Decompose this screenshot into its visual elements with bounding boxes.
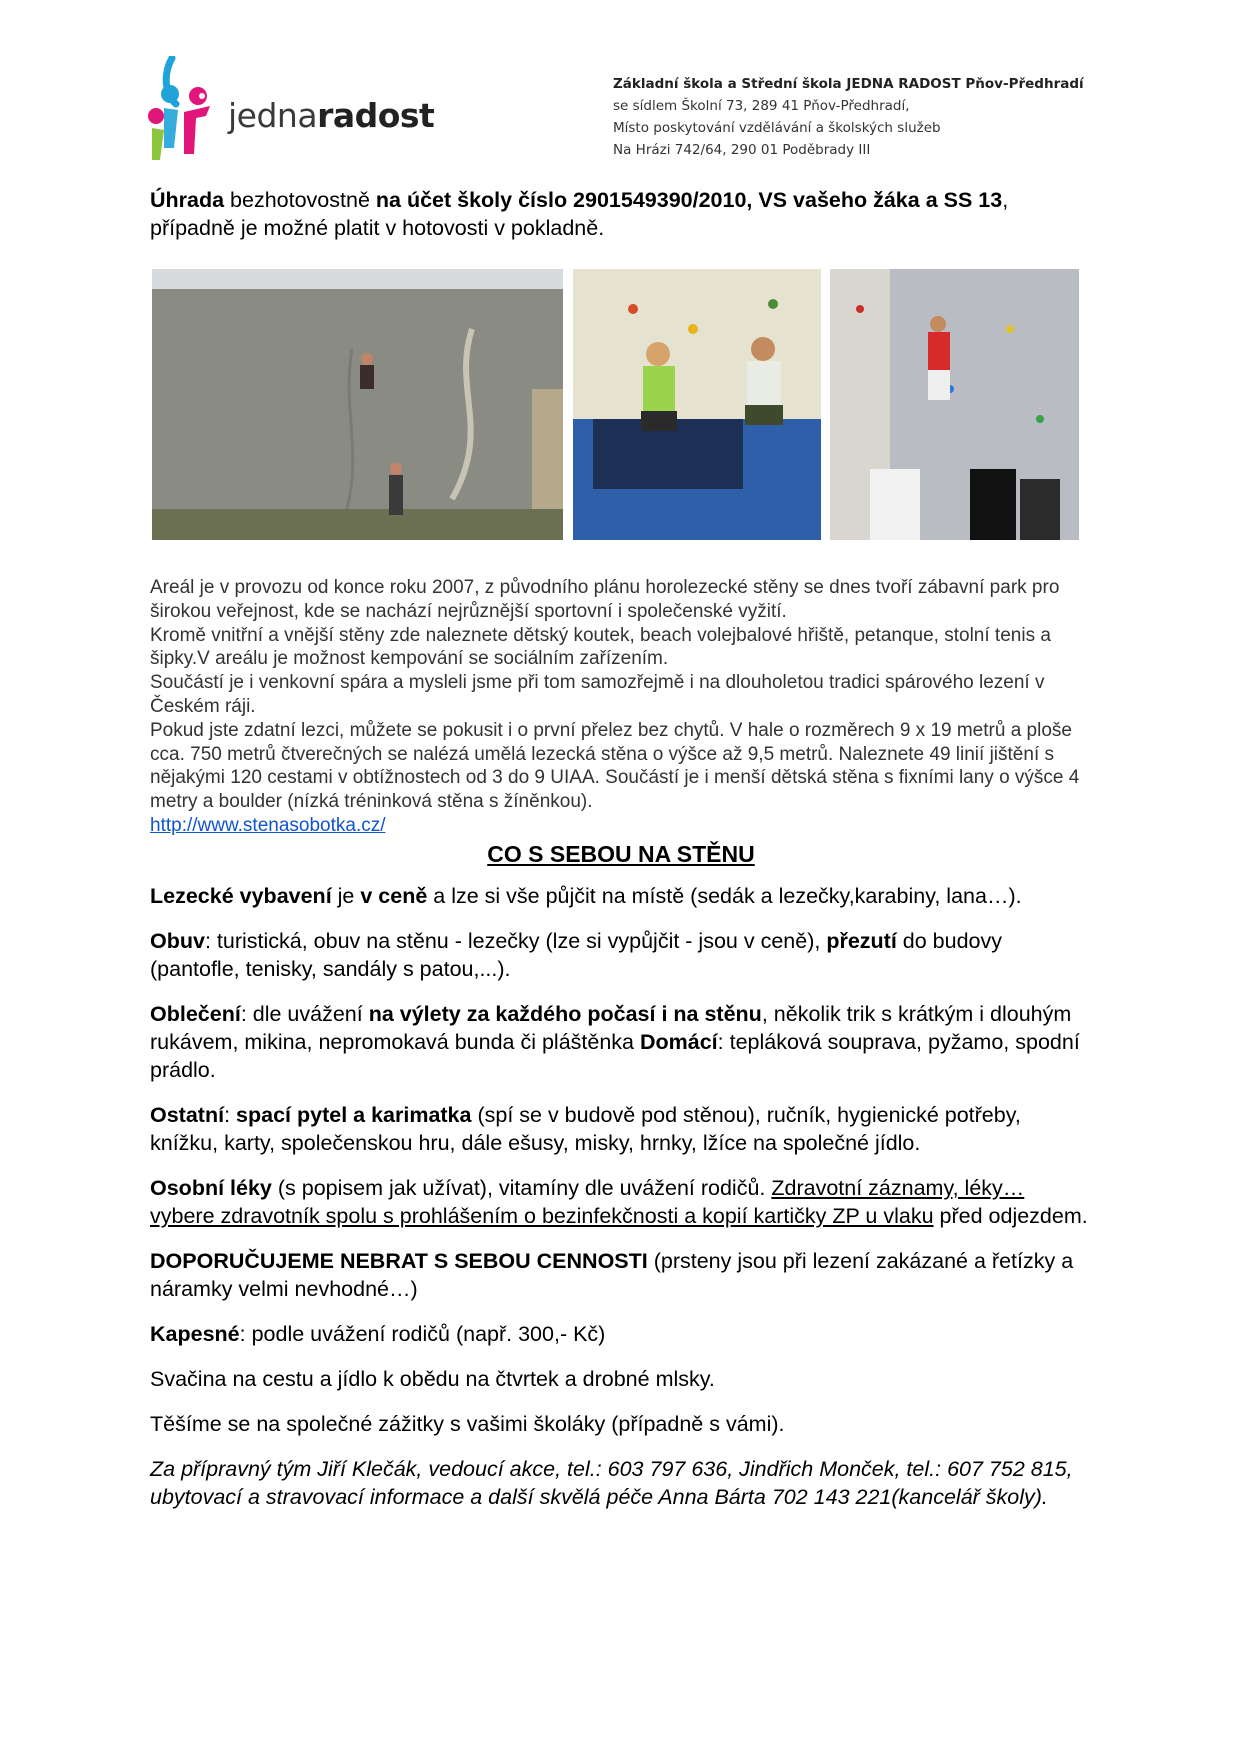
- address-line: Místo poskytování vzdělávání a školských služeb: [613, 120, 941, 136]
- address-line: se sídlem Školní 73, 289 41 Pňov-Předhradí,: [613, 98, 910, 114]
- description-paragraph: Kromě vnitřní a vnější stěny zde naleznete dětský koutek, beach volejbalové hřiště, petanque, stolní tenis a šipky.V areálu je možnost kempování se sociálním zařízením.: [150, 624, 1051, 670]
- website-link[interactable]: http://www.stenasobotka.cz/: [150, 814, 386, 836]
- outdoor-climbing-wall-photo: [152, 269, 563, 540]
- school-address-block: [613, 73, 1084, 161]
- indoor-climbers-resting-photo: [573, 269, 821, 540]
- document-body: [150, 186, 1092, 1528]
- school-logo: [148, 56, 438, 168]
- clothing-item: Oblečení: dle uvážení na výlety za každého počasí i na stěnu, několik trik s krátkým i dlouhým rukávem, mikina, nepromokavá bunda či pláštěnka Domácí: tepláková souprava, pyžamo, spodní prádlo.: [150, 1001, 1080, 1082]
- school-name: Základní škola a Střední škola JEDNA RADOST Pňov-Předhradí: [613, 76, 1084, 92]
- valuables-warning: DOPORUČUJEME NEBRAT S SEBOU CENNOSTI (prsteny jsou při lezení zakázané a řetízky a náramky velmi nevhodné…): [150, 1248, 1074, 1301]
- description-paragraph: Areál je v provozu od konce roku 2007, z původního plánu horolezecké stěny se dnes tvoří zábavní park pro širokou veřejnost, kde se nachází nejrůznější sportovní i společenské vyžití.: [150, 577, 1060, 622]
- description-paragraph: Součástí je i venkovní spára a mysleli jsme při tom samozřejmě i na dlouholetou tradici spárového lezení v Českém ráji.: [150, 672, 1045, 717]
- other-items: Ostatní: spací pytel a karimatka (spí se v budově pod stěnou), ručník, hygienické potřeby, knížku, karty, společenskou hru, dále ešusy, misky, hrnky, lžíce na společné jídlo.: [150, 1102, 1021, 1155]
- address-line: Na Hrázi 742/64, 290 01 Poděbrady III: [613, 142, 871, 158]
- description-paragraph: Pokud jste zdatní lezci, můžete se pokusit i o první přelez bez chytů. V hale o rozměrech 9 x 19 metrů a ploše cca. 750 metrů čtverečných se nalézá umělá lezecká stěna o výšce až 9,5 metrů. Naleznete 49 linií jištění s nějakými 120 cestami v obtížnostech od 3 do 9 UIAA. Součástí je i menší dětská stěna s fixními lany o výšce 4 metry a boulder (nízká tréninková stěna s žíněnkou).: [150, 719, 1080, 813]
- logo-text: jednaradost: [228, 96, 435, 135]
- medication-item: Osobní léky (s popisem jak užívat), vitamíny dle uvážení rodičů. Zdravotní záznamy, léky… vybere zdravotník spolu s prohlášením o bezinfekčnosti a kopií kartičky ZP u vlaku před odjezdem.: [150, 1175, 1088, 1228]
- venue-description: [150, 576, 1092, 838]
- indoor-climbing-wall-photo: [830, 269, 1079, 540]
- equipment-item: Lezecké vybavení je v ceně a lze si vše půjčit na místě (sedák a lezečky,karabiny, lana…).: [150, 883, 1022, 908]
- payment-paragraph: Úhrada bezhotovostně na účet školy číslo 2901549390/2010, VS vašeho žáka a SS 13, případně je možné platit v hotovosti v pokladně.: [150, 188, 1009, 240]
- closing-note: Těšíme se na společné zážitky s vašimi školáky (případně s vámi).: [150, 1411, 785, 1436]
- section-heading: CO S SEBOU NA STĚNU: [487, 840, 755, 867]
- snack-note: Svačina na cestu a jídlo k obědu na čtvrtek a drobné mlsky.: [150, 1366, 715, 1391]
- team-signature: Za přípravný tým Jiří Klečák, vedoucí akce, tel.: 603 797 636, Jindřich Monček, tel.: 607 752 815, ubytovací a stravovací informace a další skvělá péče Anna Bárta 702 143 221(kancelář školy).: [150, 1456, 1073, 1509]
- footwear-item: Obuv: turistická, obuv na stěnu - lezečky (lze si vypůjčit - jsou v ceně), přezutí do budovy (pantofle, tenisky, sandály s patou,...).: [150, 928, 1002, 981]
- logo-figures-icon: [148, 56, 228, 168]
- photo-strip: [150, 269, 1092, 549]
- pocket-money-item: Kapesné: podle uvážení rodičů (např. 300,- Kč): [150, 1321, 606, 1346]
